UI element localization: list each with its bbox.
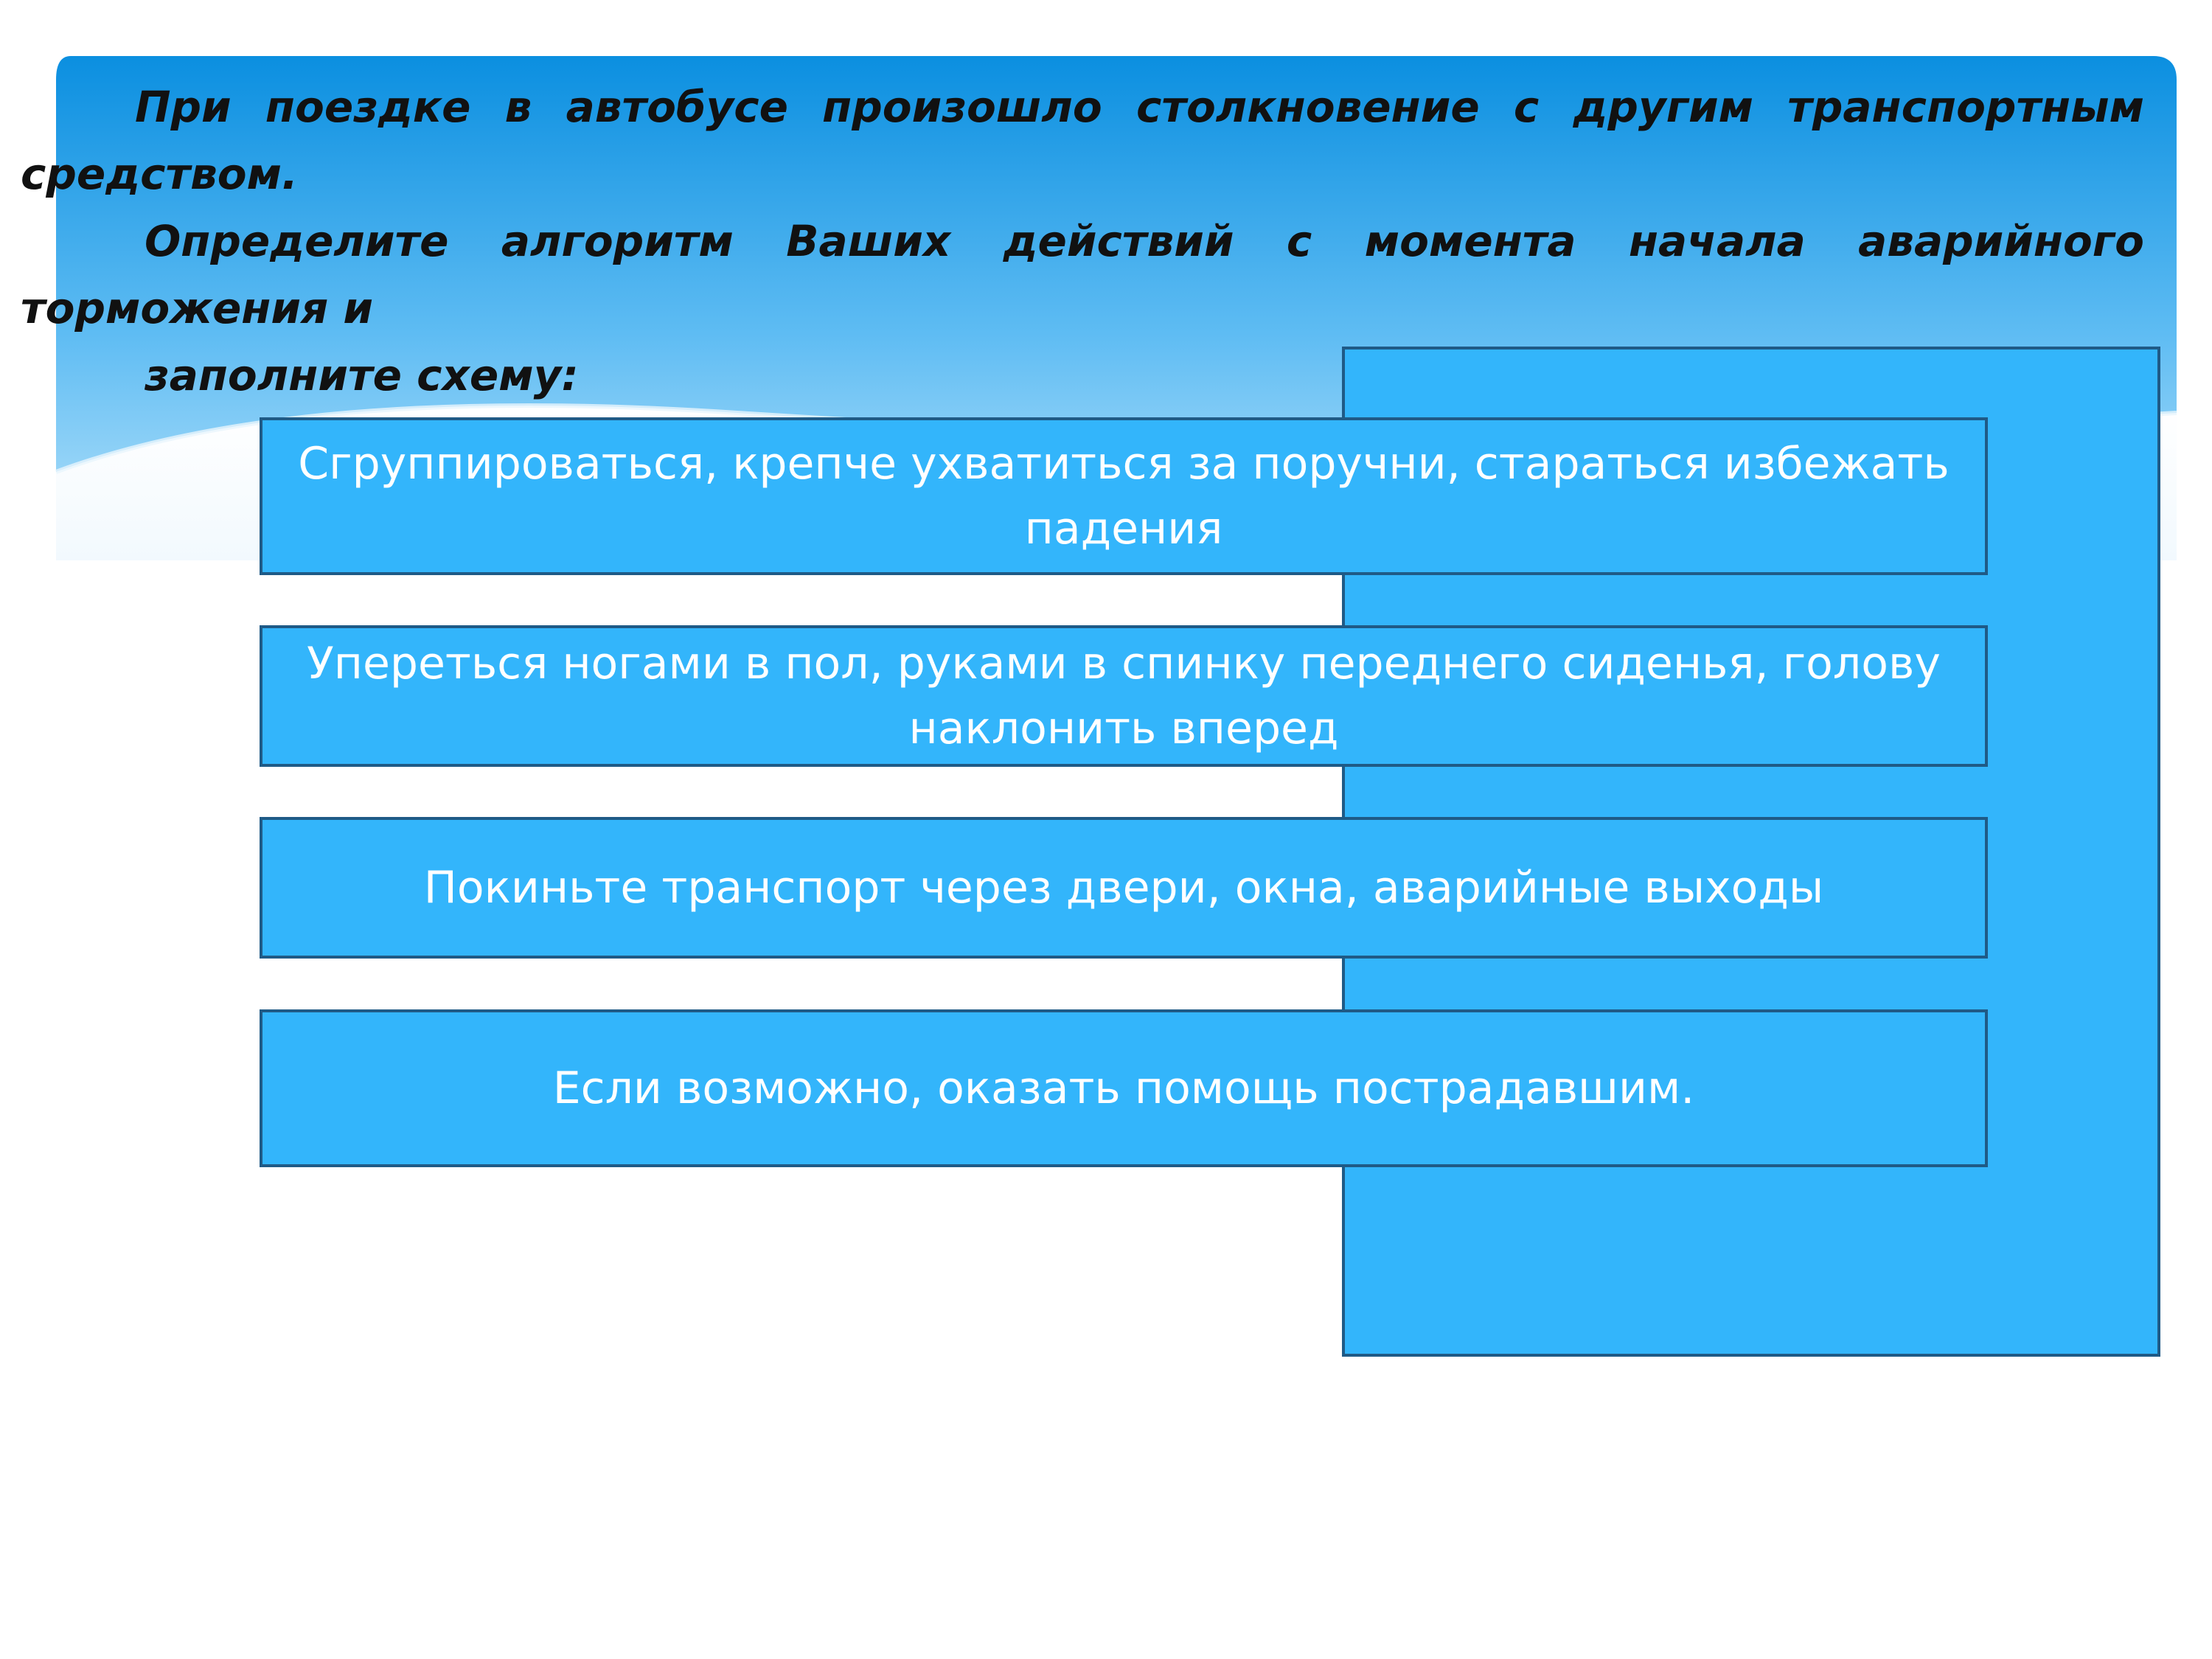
step-box-4: Если возможно, оказать помощь пострадавшим. <box>260 1009 1988 1167</box>
task-line-3: заполните схему: <box>145 350 579 400</box>
task-line-2: Определите алгоритм Ваших действий с момента начала аварийного торможения и <box>21 216 2144 333</box>
task-line-1: При поездке в автобусе произошло столкновение с другим транспортным средством. <box>21 82 2144 199</box>
task-text <box>21 74 2144 409</box>
step-box-1: Сгруппироваться, крепче ухватиться за поручни, стараться избежать падения <box>260 417 1988 575</box>
step-box-2: Упереться ногами в пол, руками в спинку переднего сиденья, голову наклонить вперед <box>260 625 1988 767</box>
step-box-3: Покиньте транспорт через двери, окна, аварийные выходы <box>260 817 1988 959</box>
